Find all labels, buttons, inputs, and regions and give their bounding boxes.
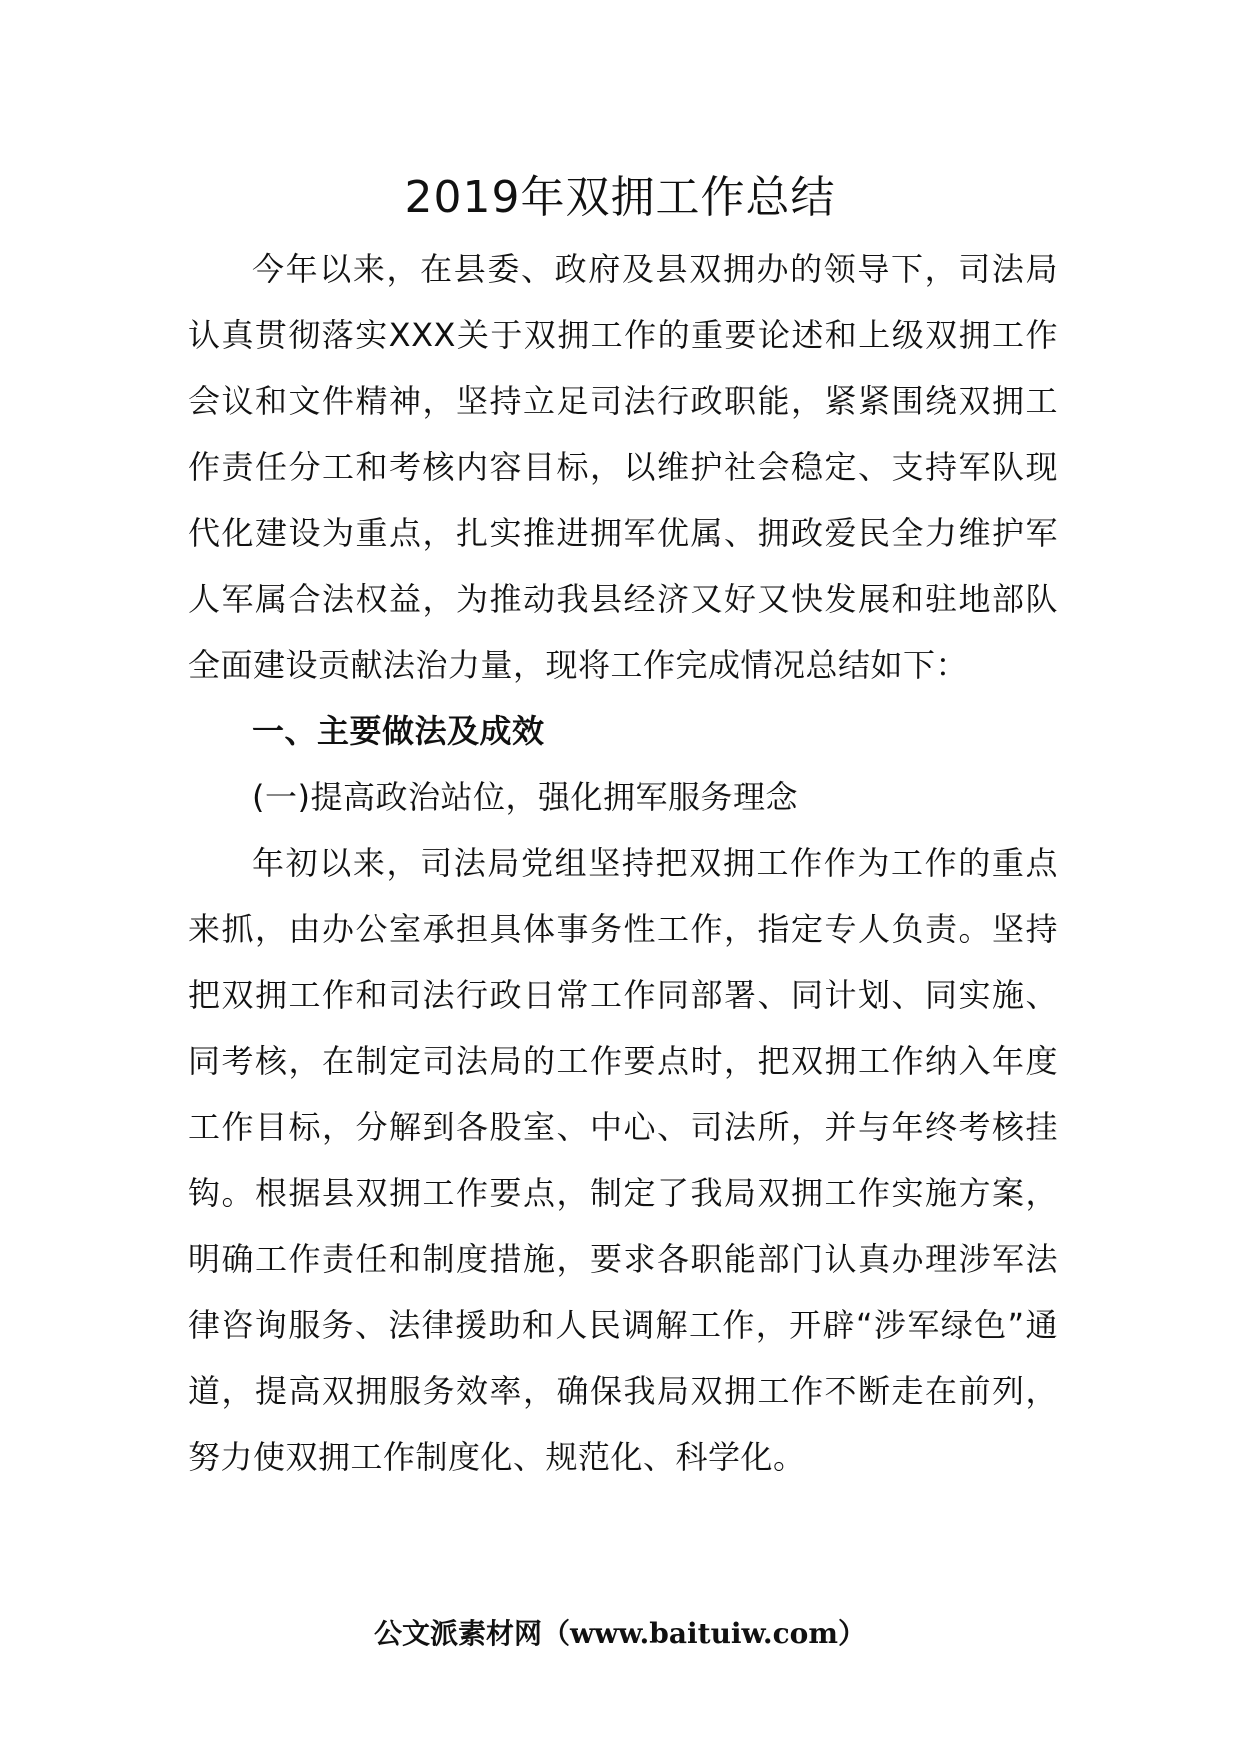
document-body <box>188 236 1058 1490</box>
subsection-paragraph: 年初以来，司法局党组坚持把双拥工作作为工作的重点来抓，由办公室承担具体事务性工作，指定专人负责。坚持把双拥工作和司法行政日常工作同部署、同计划、同实施、同考核，在制定司法局的工作要点时，把双拥工作纳入年度工作目标，分解到各股室、中心、司法所，并与年终考核挂钩。根据县双拥工作要点，制定了我局双拥工作实施方案，明确工作责任和制度措施，要求各职能部门认真办理涉军法律咨询服务、法律援助和人民调解工作，开辟“涉军绿色”通道，提高双拥服务效率，确保我局双拥工作不断走在前列，努力使双拥工作制度化、规范化、科学化。 <box>188 844 1058 1476</box>
section-heading: 一、主要做法及成效 <box>252 712 545 750</box>
source-footer: 公文派素材网（www.baituiw.com） <box>374 1617 866 1650</box>
document-title: 2019年双拥工作总结 <box>404 172 836 223</box>
intro-paragraph: 今年以来，在县委、政府及县双拥办的领导下，司法局认真贯彻落实XXX关于双拥工作的重要论述和上级双拥工作会议和文件精神，坚持立足司法行政职能，紧紧围绕双拥工作责任分工和考核内容目标，以维护社会稳定、支持军队现代化建设为重点，扎实推进拥军优属、拥政爱民全力维护军人军属合法权益，为推动我县经济又好又快发展和驻地部队全面建设贡献法治力量，现将工作完成情况总结如下： <box>188 250 1058 684</box>
subsection-heading: (一)提高政治站位，强化拥军服务理念 <box>252 778 798 816</box>
